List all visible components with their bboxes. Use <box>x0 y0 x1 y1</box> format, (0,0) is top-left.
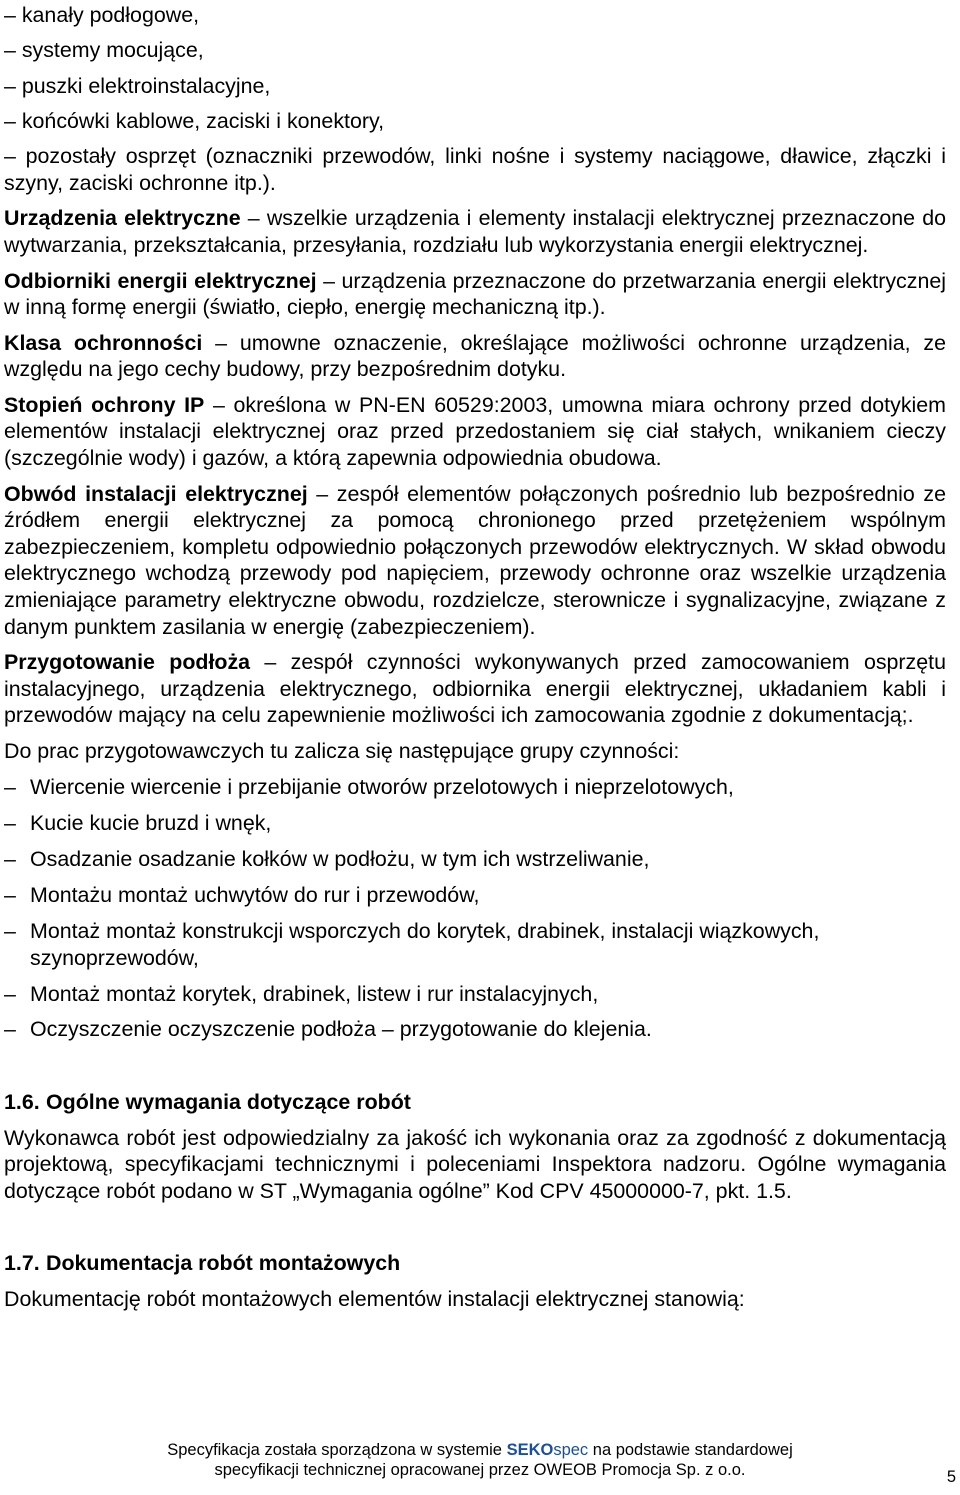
list-item <box>4 981 946 1008</box>
footer-text: na podstawie standardowej <box>588 1441 793 1459</box>
list-item-text: Osadzanie osadzanie kołków w podłożu, w tym ich wstrzeliwanie, <box>30 846 650 871</box>
definition-paragraph <box>4 205 946 258</box>
list-item-text: Montaż montaż korytek, drabinek, listew i rur instalacyjnych, <box>30 981 599 1006</box>
dash-bullet: – <box>4 810 16 835</box>
prep-intro: Do prac przygotowawczych tu zalicza się następujące grupy czynności: <box>4 739 680 763</box>
footer-text: Specyfikacja została sporządzona w systemie <box>167 1441 507 1459</box>
section-heading-1-7 <box>4 1250 946 1277</box>
intro-item: – systemy mocujące, <box>4 38 204 63</box>
dash-bullet: – <box>4 981 16 1006</box>
page-content <box>4 2 946 1313</box>
definition-paragraph <box>4 392 946 472</box>
section-title: Dokumentacja robót montażowych <box>46 1251 401 1276</box>
page-footer <box>0 1440 960 1480</box>
page-number: 5 <box>946 1468 956 1486</box>
definition-term: Klasa ochronności <box>4 330 203 355</box>
section-title: Ogólne wymagania dotyczące robót <box>46 1090 411 1115</box>
definition-term: Urządzenia elektryczne <box>4 206 241 231</box>
definition-paragraph <box>4 481 946 641</box>
definition-text: – zespół czynności wykonywanych przed zamocowaniem osprzętu instalacyjnego, urządzenia elektrycznego, odbiornika energii elektrycznej, układaniem kabli i przewodów mający na celu zapewnienie możliwości ich zamocowania zgodnie z dokumentacją;. <box>4 650 946 728</box>
list-item <box>4 1016 946 1043</box>
brand-logo-seko: SEKO <box>506 1441 554 1459</box>
list-item-text: Oczyszczenie oczyszczenie podłoża – przygotowanie do klejenia. <box>30 1017 652 1042</box>
definition-text: – urządzenia przeznaczone do przetwarzania energii elektrycznej w inną formę energii (światło, ciepło, energię mechaniczną itp.). <box>4 268 946 320</box>
definition-text: – umowne oznaczenie, określające możliwości ochronne urządzenia, ze względu na jego cechy budowy, przy bezpośrednim dotyku. <box>4 330 946 382</box>
list-item-text: Montażu montaż uchwytów do rur i przewodów, <box>30 882 480 907</box>
prep-list <box>4 774 946 1043</box>
section-heading-1-6 <box>4 1089 946 1116</box>
intro-item: – puszki elektroinstalacyjne, <box>4 73 271 98</box>
section-body: Wykonawca robót jest odpowiedzialny za jakość ich wykonania oraz za zgodność z dokumentacją projektową, specyfikacjami technicznymi i poleceniami Inspektora nadzoru. Ogólne wymagania dotyczące robót podano w ST „Wymagania ogólne” Kod CPV 45000000-7, pkt. 1.5. <box>4 1125 946 1203</box>
definition-text: – zespół elementów połączonych pośrednio lub bezpośrednio ze źródłem energii elektrycznej za pomocą chronionego przed przetężeniem wspólnym zabezpieczeniem, kompletu odpowiednio połączonych przewodów elektrycznych. W skład obwodu elektrycznego wchodzą przewody pod napięciem, przewody ochronne oraz wszelkie urządzenia zmieniające parametry elektryczne obwodu, rozdzielcze, sterownicze i sygnalizacyjne, związane z danym punktem zasilania w energię (zabezpieczeniem). <box>4 481 947 639</box>
list-item-text: Kucie kucie bruzd i wnęk, <box>30 810 272 835</box>
definition-text: – określona w PN-EN 60529:2003, umowna miara ochrony przed dotykiem elementów instalacji elektrycznej oraz przed przedostaniem się ciał stałych, wnikaniem cieczy (szczególnie wody) i gazów, a którą zapewnia odpowiednia obudowa. <box>4 392 946 471</box>
list-item <box>4 918 946 971</box>
definition-text: – wszelkie urządzenia i elementy instalacji elektrycznej przeznaczone do wytwarzania, przekształcania, przesyłania, rozdziału lub wykorzystania energii elektrycznej. <box>4 206 946 257</box>
section-number: 1.7. <box>4 1251 40 1276</box>
dash-bullet: – <box>4 774 16 799</box>
intro-list <box>4 2 946 196</box>
dash-bullet: – <box>4 918 16 943</box>
intro-item: – końcówki kablowe, zaciski i konektory, <box>4 108 385 133</box>
definition-term: Przygotowanie podłoża <box>4 650 251 675</box>
intro-item: – kanały podłogowe, <box>4 3 200 27</box>
dash-bullet: – <box>4 1017 16 1042</box>
list-item <box>4 846 946 873</box>
list-item-text: Wiercenie wiercenie i przebijanie otworów przelotowych i nieprzelotowych, <box>30 774 734 799</box>
footer-line-2: specyfikacji technicznej opracowanej przez OWEOB Promocja Sp. z o.o. <box>214 1461 746 1479</box>
list-item <box>4 810 946 837</box>
intro-item: – pozostały osprzęt (oznaczniki przewodów, linki nośne i systemy naciągowe, dławice, złączki i szyny, zaciski ochronne itp.). <box>4 144 946 195</box>
section-number: 1.6. <box>4 1090 40 1115</box>
definition-paragraph <box>4 268 946 321</box>
dash-bullet: – <box>4 882 16 907</box>
list-item-text: Montaż montaż konstrukcji wsporczych do korytek, drabinek, instalacji wiązkowych, szynoprzewodów, <box>30 918 820 970</box>
dash-bullet: – <box>4 846 16 871</box>
definition-paragraph <box>4 330 946 383</box>
definition-term: Obwód instalacji elektrycznej <box>4 481 308 506</box>
section-body: Dokumentację robót montażowych elementów instalacji elektrycznej stanowią: <box>4 1287 745 1312</box>
definition-term: Stopień ochrony IP <box>4 392 205 417</box>
definition-term: Odbiorniki energii elektrycznej <box>4 268 317 293</box>
list-item <box>4 774 946 801</box>
footer-line-1 <box>0 1440 960 1460</box>
definition-paragraph <box>4 649 946 729</box>
list-item <box>4 882 946 909</box>
brand-logo-spec: spec <box>553 1441 589 1459</box>
